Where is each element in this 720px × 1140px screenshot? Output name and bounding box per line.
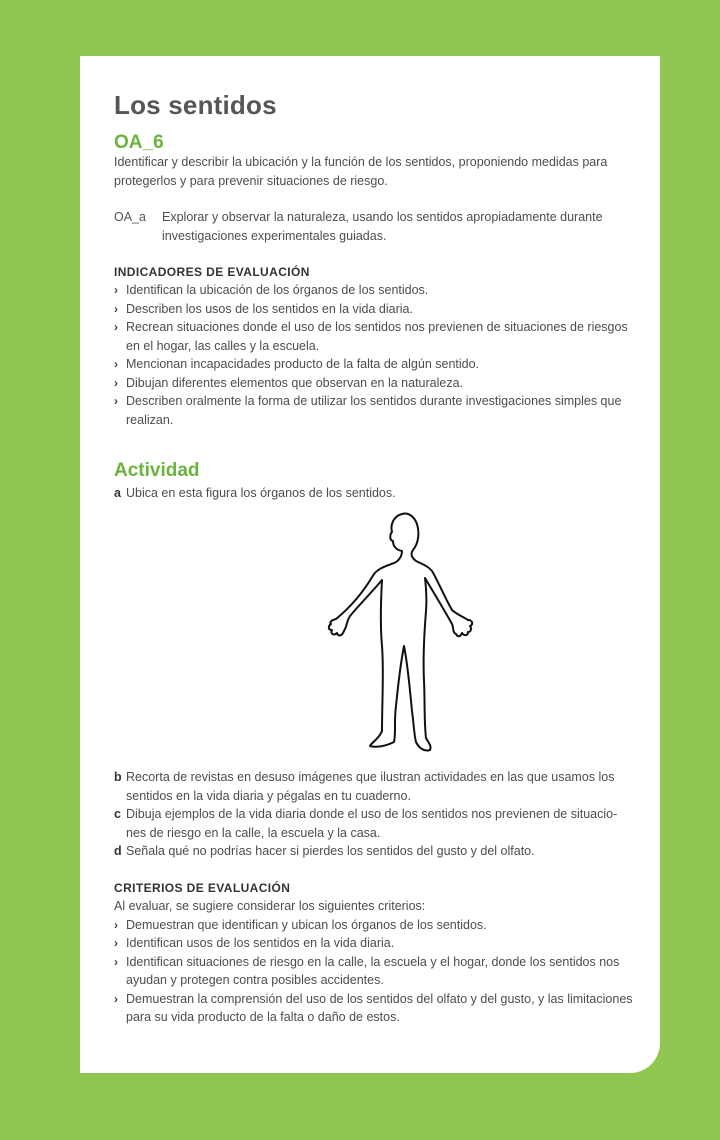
chevron-right-icon: › [114,394,118,408]
indicadores-list [114,281,634,429]
activity-item: d Señala qué no podrías hacer si pierdes los sentidos del gusto y del olfato. [114,842,634,861]
activity-item: b Recorta de revistas en desuso imágenes que ilustran actividades en las que usamos los sentidos en la vida diaria y pégalas en tu cuaderno. [114,770,615,803]
actividad-list-a [114,484,634,503]
list-item: › Dibujan diferentes elementos que observan en la naturaleza. [114,374,634,393]
item-letter: a [114,486,121,500]
list-item: › Describen los usos de los sentidos en la vida diaria. [114,300,634,319]
chevron-right-icon: › [114,320,118,334]
list-item: › Mencionan incapacidades producto de la falta de algún sentido. [114,355,634,374]
oa-code-heading: OA_6 [114,132,164,153]
item-letter: c [114,807,121,821]
chevron-right-icon: › [114,283,118,297]
oa-description: Identificar y describir la ubicación y la función de los sentidos, proponiendo medidas para protegerlos y para prevenir situaciones de riesgo. [114,155,608,188]
list-item: › Describen oralmente la forma de utilizar los sentidos durante investigaciones simples que realizan. [114,394,622,427]
chevron-right-icon: › [114,991,118,1006]
oa-a-label: OA_a [114,210,146,224]
human-body-outline-figure [324,506,489,756]
criterios-intro: Al evaluar, se sugiere considerar los siguientes criterios: [114,899,426,913]
list-item: › Identifican la ubicación de los órganos de los sentidos. [114,281,634,300]
document-page [80,56,660,1073]
chevron-right-icon: › [114,936,118,950]
item-letter: b [114,770,122,784]
chevron-right-icon: › [114,357,118,371]
page-title: Los sentidos [114,90,277,120]
list-item: › Demuestran que identifican y ubican los órganos de los sentidos. [114,916,634,935]
indicadores-heading: INDICADORES DE EVALUACIÓN [114,265,310,279]
list-item: › Identifican usos de los sentidos en la vida diaria. [114,934,634,953]
actividad-list-rest [114,768,634,861]
criterios-list [114,916,634,1027]
list-item: › Identifican situaciones de riesgo en la calle, la escuela y el hogar, donde los sentidos nos ayudan y protegen contra posibles accidentes. [114,954,620,987]
criterios-section [114,879,634,1027]
actividad-heading: Actividad [114,460,200,481]
oa-a-text: Explorar y observar la naturaleza, usando los sentidos apropiadamente durante investigaciones experimentales guiadas. [162,210,603,243]
indicadores-section [114,263,634,429]
item-letter: d [114,844,122,858]
criterios-heading: CRITERIOS DE EVALUACIÓN [114,881,291,895]
oa-a-row [114,208,634,246]
list-item: › Demuestran la comprensión del uso de los sentidos del olfato y del gusto, y las limitaciones para su vida producto de la falta o daño de estos. [114,991,633,1024]
chevron-right-icon: › [114,301,118,316]
activity-item: a Ubica en esta figura los órganos de los sentidos. [114,484,634,503]
chevron-right-icon: › [114,954,118,969]
chevron-right-icon: › [114,375,118,390]
list-item: › Recrean situaciones donde el uso de los sentidos nos previenen de situaciones de riesgos en el hogar, las calles y la escuela. [114,320,628,353]
activity-item: c Dibuja ejemplos de la vida diaria donde el uso de los sentidos nos previenen de situacio-nes de riesgo en la calle, la escuela y la casa. [114,807,618,840]
chevron-right-icon: › [114,917,118,932]
